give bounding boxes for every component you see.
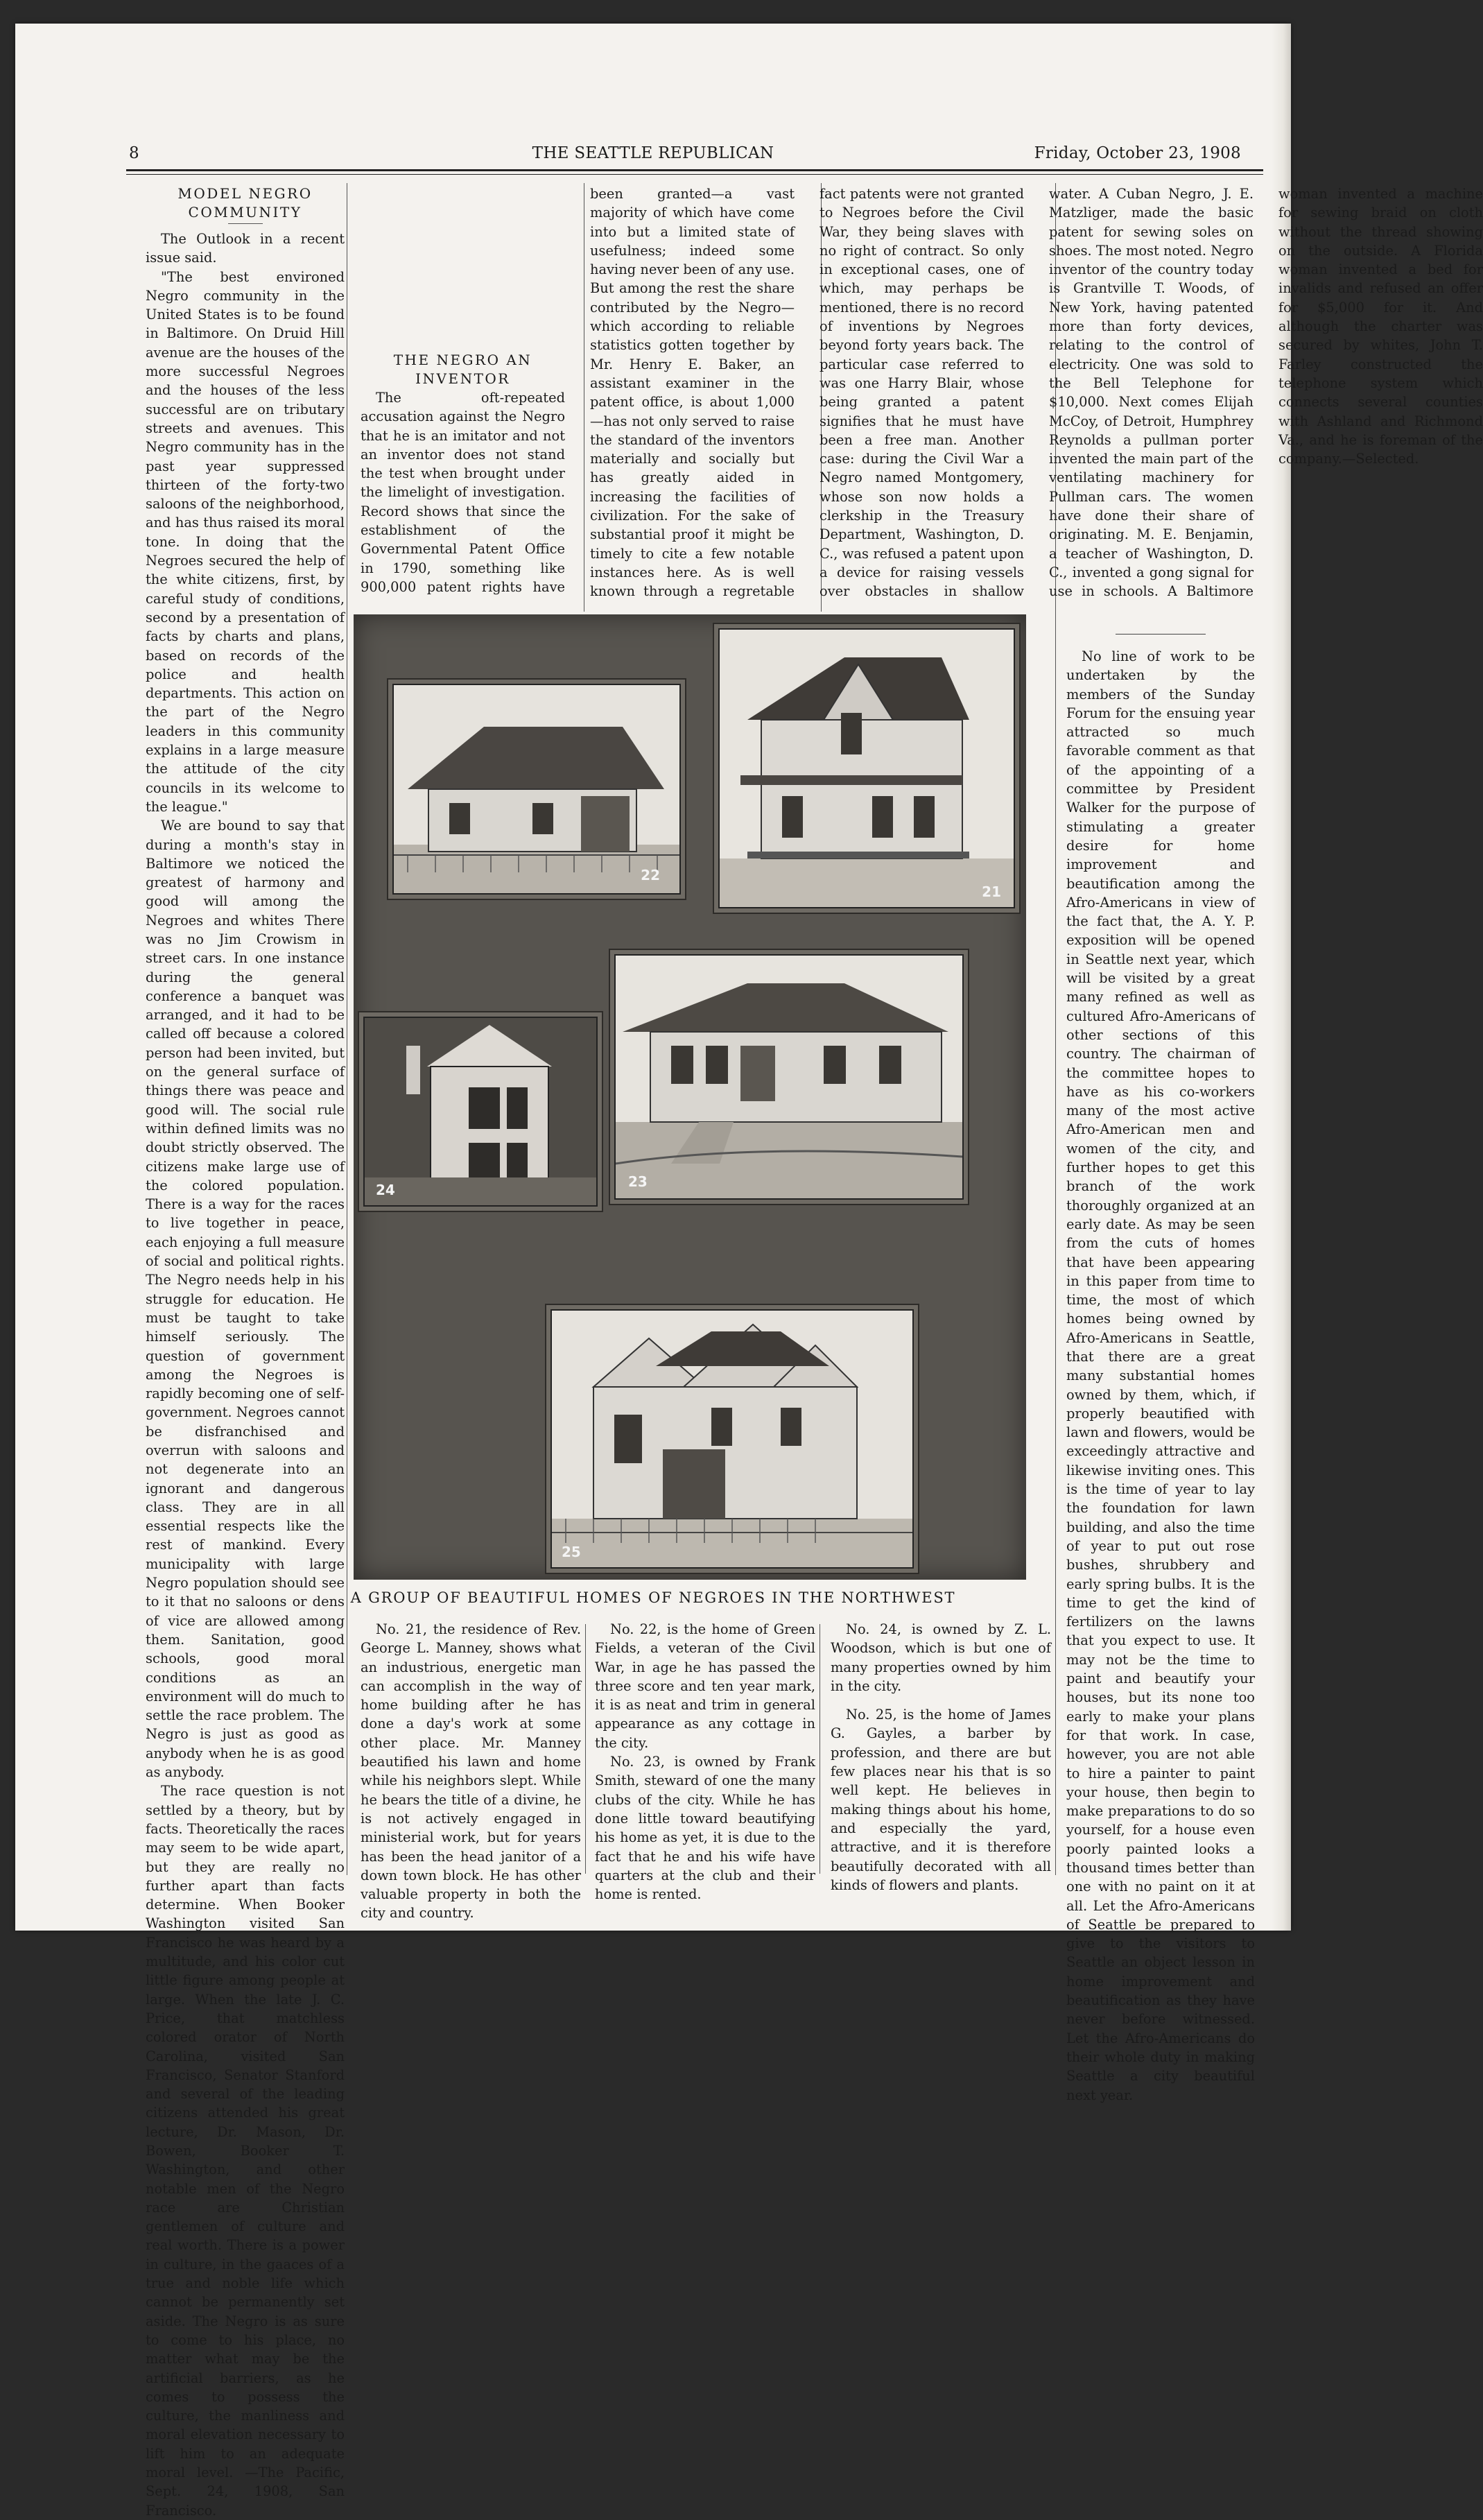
article-paragraph: The Outlook in a recent issue said. xyxy=(146,231,345,266)
column-5-lower xyxy=(1066,634,1255,2103)
photo-description: No. 22, is the home of Green Fields, a veteran of the Civil War, in age he has passed the three score and ten year mark, it is as neat and trim in general appearance as any cottage in the city. xyxy=(595,1621,815,1751)
issue-date: Friday, October 23, 1908 xyxy=(1034,144,1241,162)
article-2-columns xyxy=(361,184,1483,609)
photo-home-21 xyxy=(718,628,1015,908)
column-rule xyxy=(585,1624,586,1874)
photo-caption: A GROUP OF BEAUTIFUL HOMES OF NEGROES IN THE NORTHWEST xyxy=(350,1589,956,1606)
photo-home-24 xyxy=(363,1017,598,1207)
photo-description: No. 25, is the home of James G. Gayles, a barber by profession, and there are but few places near his that is so well kept. He believes in making things about his home, and especially the yard, attractive, and it is therefore beautifully decorated with all kinds of flowers and plants. xyxy=(831,1707,1051,1893)
photo-home-25 xyxy=(550,1309,914,1569)
article-paragraph: "The best environed Negro community in the United States is to be found in Baltimore. On Druid Hill avenue are the houses of the more successful Negroes and the houses of the less successful are on tributary streets and avenues. This Negro community has in the past year suppressed thirteen of the forty-two saloons of the neighborhood, and has thus raised its moral tone. In doing that the Negroes secured the help of the white citizens, first, by careful study of conditions, second by a presentation of facts by charts and plans, based on records of the police and health departments. This action on the part of the Negro leaders in this community explains in a large measure the attitude of the city councils in its welcome to the league." xyxy=(146,268,345,815)
description-column-1 xyxy=(361,1620,581,1922)
photo-number: 22 xyxy=(641,867,660,883)
article-paragraph: No line of work to be undertaken by the members of the Sunday Forum for the ensuing year attracted so much favorable comment as that of the appointing of a committee by President Walker for the purpose of stimulating a greater desire for home improvement and beautification among the Afro-Americans in view of the fact that, the A. Y. P. exposition will be opened in Seattle next year, which will be visited by a great many refined as well as cultured Afro-Americans of other sections of this country. The chairman of the committee hopes to have as his co-workers many of the most active Afro-American men and women of the city, and further hopes to get this branch of the work thoroughly organized at an early date. As may be seen from the cuts of homes that have been appearing in this paper from time to time, the most of which homes being owned by Afro-Americans in Seattle, that there are a great many substantial homes owned by them, which, if properly beautified with lawn and flowers, would be exceedingly attractive and likewise inviting ones. This is the time of year to lay the foundation for lawn building, and also the time of year to put out rose bushes, shrubbery and early spring bulbs. It is the time to get the kind of fertilizers on the lawns that you expect to use. It may not be the time to paint and beautify your houses, but its none too early to make your plans for that work. In case, however, you are not able to hire a painter to paint your house, then begin to make preparations to do so yourself, for a house even poorly painted looks a thousand times better than one with no paint on it at all. Let the Afro-Americans of Seattle be prepared to give to the visitors to Seattle an object lesson in home improvement and beautification as they have never before witnessed. Let the Afro-Americans do their whole duty in making Seattle a city beautiful next year. xyxy=(1066,648,1255,2103)
column-rule xyxy=(819,1624,820,1874)
photo-description: No. 24, is owned by Z. L. Woodson, which is but one of many properties owned by him in the city. xyxy=(831,1621,1051,1694)
photo-number: 24 xyxy=(376,1182,395,1198)
article-heading: THE NEGRO AN INVENTOR xyxy=(393,352,532,387)
heading-separator xyxy=(228,223,263,224)
photo-plate xyxy=(354,614,1026,1580)
article-separator xyxy=(1116,634,1206,635)
article-heading: MODEL NEGRO COMMUNITY xyxy=(177,185,313,221)
photo-home-22 xyxy=(392,684,681,895)
column-1 xyxy=(146,184,345,2519)
photo-number: 21 xyxy=(982,883,1001,900)
newspaper-page xyxy=(15,24,1483,2519)
description-column-2 xyxy=(595,1620,815,1903)
article-paragraph: The oft-repeated accusation against the Negro that he is an imitator and not an inventor does not stand the test when brought under the limelight of investigation. Record shows that since the establishment of the Governmental Patent Office in 1790, something like 900,000 patent rights have been granted—a vast majority of which have come into but a limited state of usefulness; indeed some having never been of any use. But among the rest the share contributed by the Negro—which according to reliable statistics gotten together by Mr. Henry E. Baker, an assistant examiner in the patent office, is about 1,000—has not only served to raise the standard of the inventors materially and socially but has greatly aided in increasing the facilities of civilization. For the sake of substantial proof it might be timely to cite a few notable instances here. As is well known through a regretable fact patents were not granted to Negroes before the Civil War, they being slaves with no right of contract. So only in exceptional cases, one of which, may perhaps be mentioned, there is no record of inventions by Negroes beyond forty years back. The particular case referred to was one Harry Blair, whose being granted a patent signifies that he must have been a free man. Another case: during the Civil War a Negro named Montgomery, whose son now holds a clerkship in the Treasury Department, Washington, D. C., was refused a patent upon a device for raising vessels over obstacles in shallow water. A Cuban Negro, J. E. Matzliger, made the basic patent for sewing soles on shoes. The most noted. Negro inventor of the country today is Grantville T. Woods, of New York, having patented more than forty devices, relating to the control of electricity. One was sold to the Bell Telephone for $10,000. Next comes Elijah McCoy, of Detroit, Humphrey Reynolds a pullman porter invented the main part of the ventilating machinery for Pullman cars. The women have done their share of originating. M. E. Benjamin, a teacher of Washington, D. C., invented a gong signal for use in schools. A Baltimore woman invented a machine for sewing braid on cloth without the thread showing on the outside. A Florida woman invented a bed for invalids and refused an offer for $5,000 for it. And although the charter was secured by whites, John T. Farley constructed the telephone system which connects several counties with Ashland and Richmond Va., and he is foreman of the company.—Selected. xyxy=(361,186,1483,600)
article-paragraph: We are bound to say that during a month's stay in Baltimore we noticed the greatest of harmony and good will among the Negroes and whites There was no Jim Crowism in street cars. In one instance during the general conference a banquet was arranged, and it had to be called off because a colored person had been invited, but on the general surface of things there was peace and good will. The social rule within defined limits was no doubt strictly observed. The citizens make large use of the colored population. There is a way for the races to live together in peace, each enjoying a full measure of social and political rights. The Negro needs help in his struggle for education. He must be taught to take himself seriously. The question of government among the Negroes is rapidly becoming one of self-government. Negroes cannot be disfranchised and overrun with saloons and not degenerate into an ignorant and dangerous class. They are in all essential respects like the rest of mankind. Every municipality with large Negro population should see to it that no saloons or dens of vice are allowed among them. Sanitation, good schools, good moral conditions as an environment will do much to settle the race problem. The Negro is just as good as anybody when he is as good as anybody. xyxy=(146,818,345,1781)
photo-number: 25 xyxy=(562,1544,581,1560)
photo-number: 23 xyxy=(628,1173,648,1190)
page-number: 8 xyxy=(129,144,139,162)
photo-description: No. 21, the residence of Rev. George L. Manney, shows what an industrious, energetic man can accomplish in the way of home building after he has done a day's work at some other place. Mr. Manney beautified his lawn and home while his neighbors slept. While he bears the title of a divine, he is not actively engaged in ministerial work, but for years has been the head janitor of a down town block. He has other valuable property in both the city and country. xyxy=(361,1621,581,1922)
photo-description: No. 23, is owned by Frank Smith, steward of one the many clubs of the city. While he has done little toward beautifying his home as yet, it is due to the fact that he and his wife have quarters at the club and their home is rented. xyxy=(595,1754,815,1903)
article-paragraph: The race question is not settled by a theory, but by facts. Theoretically the races may seem to be wide apart, but they are really no further apart than facts determine. When Booker Washington visited San Francisco he was heard by a multitude, and his color cut little figure among people at large. When the late J. C. Price, that matchless colored orator of North Carolina, visited San Francisco, Senator Stanford and several of the leading citizens attended his great lecture, Dr. Mason, Dr. Bowen, Booker T. Washington, and other notable men of the Negro race are Christian gentlemen of culture and real worth. There is a power in culture, in the gaaces of a true and noble life which cannot be permanently set aside. The Negro is as sure to come to his place, no matter what may be the artificial barriers, as he comes to possess the culture, the manliness and moral elevation necessary to lift him to an adequate moral level. —The Pacific, Sept. 24, 1908, San Francisco. xyxy=(146,1783,345,2519)
photo-home-23 xyxy=(614,954,964,1200)
description-column-3 xyxy=(831,1620,1051,1893)
masthead-rule-thick xyxy=(126,169,1263,171)
masthead-rule-thin xyxy=(126,174,1263,175)
paper-title: THE SEATTLE REPUBLICAN xyxy=(532,144,774,162)
